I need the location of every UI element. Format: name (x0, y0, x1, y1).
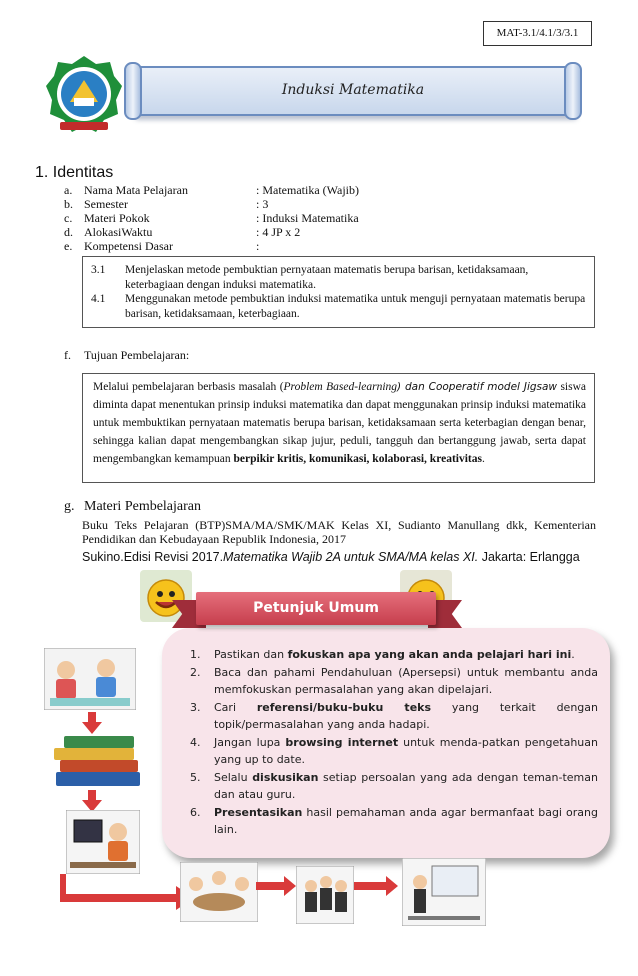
tujuan-box: Melalui pembelajaran berbasis masalah (Problem Based-learning) dan Cooperatif model Jigsaw siswa diminta dapat menentukan prinsip induksi matematika dan dapat menggunakan prinsip induksi matematika untuk membuktikan pernyataan matematis berupa barisan, ketidaksamaan serta keterbagian dengan benar, sehingga kalian dapat mengembangkan sikap jujur, peduli, tangguh dan bertanggung jawab, serta dapat mengembangkan kemampuan berpikir kritis, komunikasi, kolaborasi, kreativitas. (82, 373, 595, 483)
instruction-item: 6. Presentasikan hasil pemahaman anda agar bermanfaat bagi orang lain. (190, 805, 598, 836)
team-illustration (296, 866, 354, 924)
books-stack-illustration (50, 728, 146, 790)
instruction-item: 2. Baca dan pahami Pendahuluan (Apersepsi) untuk membantu anda memfokuskan permasalahan yang akan dipelajari. (190, 665, 598, 696)
banner-title: Induksi Matematika (281, 82, 425, 98)
materi-heading: g. Materi Pembelajaran (64, 499, 202, 514)
arrow-down-icon (82, 790, 102, 812)
school-emblem-logo (44, 52, 124, 138)
reference-2: Sukino.Edisi Revisi 2017.Matematika Wajib 2A untuk SMA/MA kelas XI. Jakarta: Erlangga (82, 550, 580, 564)
group-discussion-illustration (180, 862, 258, 922)
section-heading-identitas: 1. Identitas (35, 164, 114, 181)
title-banner (124, 58, 582, 126)
tujuan-heading: f. Tujuan Pembelajaran: (64, 348, 190, 362)
arrow-right-icon (256, 876, 296, 896)
arrow-right-icon (56, 874, 196, 914)
instruction-item: 1. Pastikan dan fokuskan apa yang akan anda pelajari hari ini. (190, 648, 575, 661)
petunjuk-title-ribbon: Petunjuk Umum (196, 592, 436, 625)
instruction-item: 5. Selalu diskusikan setiap persoalan yang ada dengan teman-teman dan atau guru. (190, 770, 598, 801)
document-code: MAT-3.1/4.1/3/3.1 (483, 21, 592, 46)
kompetensi-dasar-box (82, 256, 595, 328)
instruction-list (190, 646, 598, 839)
kd-item: 3.1 Menjelaskan metode pembuktian pernyataan matematis berupa barisan, ketidaksamaan, keterbagiaan dengan induksi matematika. (91, 264, 529, 291)
presentation-illustration (402, 858, 486, 926)
kd-item: 4.1 Menggunakan metode pembuktian induksi matematika untuk menguji pernyataan matematis berupa barisan, ketidaksamaan, keterbagiaan. (91, 293, 586, 320)
arrow-right-icon (354, 876, 398, 896)
computer-user-illustration (66, 810, 140, 874)
reference-1: Buku Teks Pelajaran (BTP)SMA/MA/SMK/MAK Kelas XI, Sudianto Manullang dkk, Kementerian Pendidikan dan Kebudayaan Republik Indonesia, 2017 (82, 518, 596, 546)
instruction-item: 3. Cari referensi/buku-buku teks yang terkait dengan topik/permasalahan yang anda hadapi. (190, 700, 598, 731)
students-learning-illustration (44, 648, 136, 710)
instruction-item: 4. Jangan lupa browsing internet untuk menda-patkan pengetahuan yang up to date. (190, 735, 598, 766)
